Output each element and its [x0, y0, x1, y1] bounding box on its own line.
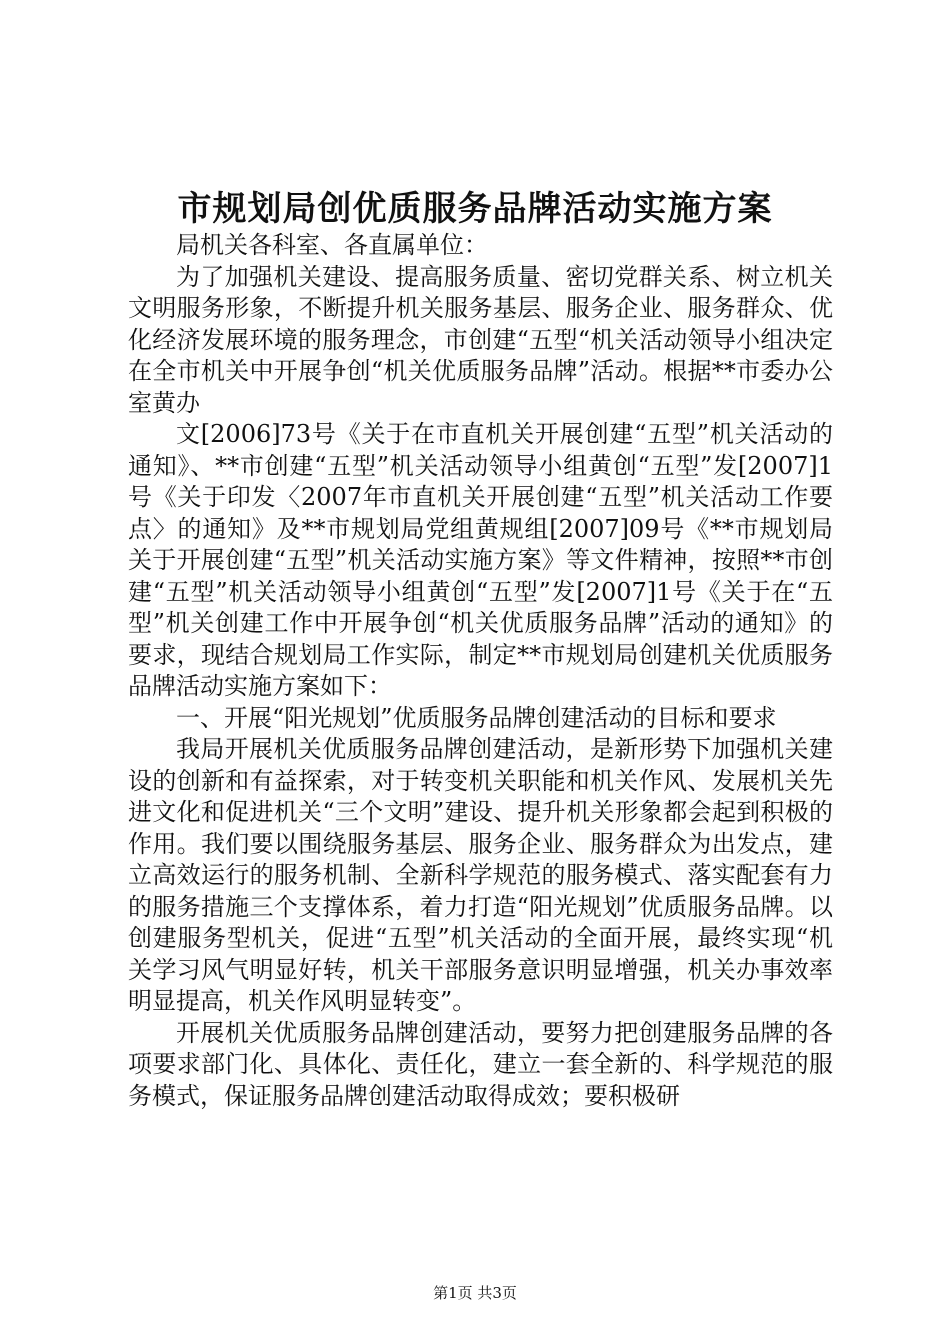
paragraph-references: 文[2006]73号《关于在市直机关开展创建“五型”机关活动的通知》、**市创建“五型”机关活动领导小组黄创“五型”发[2007]1号《关于印发〈2007年市直机关开展创建“五型”机关活动工作要点〉的通知》及**市规划局党组黄规组[2007]09号《**市规划局关于开展创建“五型”机关活动实施方案》等文件精神，按照**市创建“五型”机关活动领导小组黄创“五型”发[2007]1号《关于在“五型”机关创建工作中开展争创“机关优质服务品牌”活动的通知》的要求，现结合规划局工作实际，制定**市规划局创建机关优质服务品牌活动实施方案如下：	[128, 420, 833, 700]
paragraph-intro: 为了加强机关建设、提高服务质量、密切党群关系、树立机关文明服务形象，不断提升机关服务基层、服务企业、服务群众、优化经济发展环境的服务理念，市创建“五型“机关活动领导小组决定在全市机关中开展争创“机关优质服务品牌”活动。根据**市委办公室黄办	[128, 262, 833, 417]
document-title: 市规划局创优质服务品牌活动实施方案	[177, 189, 773, 229]
document-body	[128, 230, 833, 1112]
paragraph-salutation: 局机关各科室、各直属单位：	[176, 231, 488, 259]
section-heading-1: 一、开展“阳光规划”优质服务品牌创建活动的目标和要求	[176, 703, 777, 732]
paragraph-goals: 我局开展机关优质服务品牌创建活动，是新形势下加强机关建设的创新和有益探索，对于转变机关职能和机关作风、发展机关先进文化和促进机关“三个文明”建设、提升机关形象都会起到积极的作用。我们要以围绕服务基层、服务企业、服务群众为出发点，建立高效运行的服务机制、全新科学规范的服务模式、落实配套有力的服务措施三个支撑体系，着力打造“阳光规划”优质服务品牌。以创建服务型机关，促进“五型”机关活动的全面开展，最终实现“机关学习风气明显好转，机关干部服务意识明显增强，机关办事效率明显提高，机关作风明显转变”。	[128, 735, 833, 1015]
page-footer: 第1页 共3页	[433, 1284, 517, 1302]
paragraph-requirements: 开展机关优质服务品牌创建活动，要努力把创建服务品牌的各项要求部门化、具体化、责任化，建立一套全新的、科学规范的服务模式，保证服务品牌创建活动取得成效；要积极研	[128, 1018, 833, 1110]
